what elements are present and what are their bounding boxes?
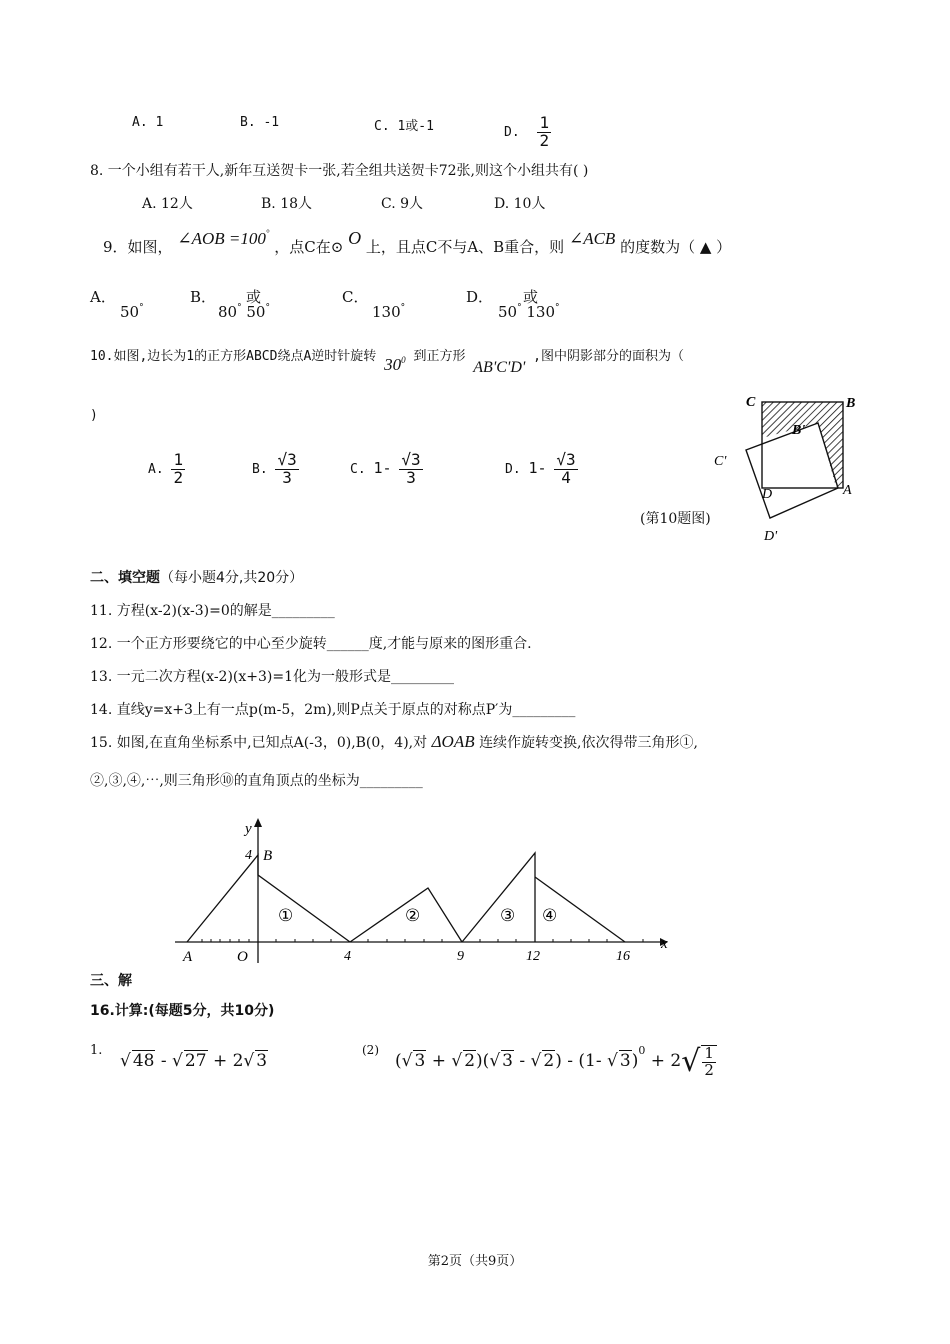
section3-title: 三、解 — [90, 973, 132, 989]
radical-sign: √ — [489, 1051, 501, 1071]
sqrt-27: 27 — [184, 1051, 207, 1071]
q9-option-d — [466, 286, 560, 325]
triangle-1-label: ① — [278, 906, 294, 926]
sqrt-half — [701, 1045, 717, 1079]
x-tick-9: 9 — [457, 949, 464, 964]
q7-option-d — [504, 115, 551, 150]
fraction-denominator: 2 — [173, 467, 184, 487]
section2-title: 二、填空题 — [90, 570, 160, 586]
minus-sign: - — [519, 1051, 526, 1071]
q10-d-fraction — [554, 452, 577, 487]
q15-graph — [165, 815, 675, 970]
plus-sign: + — [431, 1051, 446, 1071]
origin-label: O — [237, 949, 248, 965]
radical-sign: √ — [120, 1051, 131, 1071]
plus-two: + 2 — [212, 1051, 244, 1071]
q10-c-prefix: 1- — [373, 458, 392, 477]
q9-text-2: ，点C在⊙ — [274, 238, 344, 256]
degree-sign: ° — [265, 303, 270, 313]
radical-sign: √ — [530, 1051, 542, 1071]
q15-line1 — [90, 732, 698, 752]
point-b-label: B — [263, 848, 273, 864]
q16-part1-label: 1. — [90, 1043, 103, 1058]
fraction-denominator: 2 — [704, 1060, 714, 1079]
q9-angle-acb: ∠ACB — [568, 229, 616, 248]
minus-paren: ) - (1- — [555, 1051, 602, 1071]
q10-close-paren: ) — [90, 408, 98, 423]
q10-d-label: D. — [505, 461, 521, 477]
q9-text-3: 上，且点C不与A、B重合，则 — [365, 238, 565, 256]
label-d-prime: D' — [764, 529, 778, 544]
q9-option-b — [190, 286, 270, 325]
degree-sign: ° — [237, 303, 242, 313]
label-a: A — [843, 483, 852, 498]
q9-d-val1: 50 — [498, 303, 518, 321]
triangle-2-label: ② — [405, 906, 421, 926]
q16-part2-label: (2) — [362, 1043, 379, 1057]
label-c: C — [746, 395, 756, 410]
paren-close: ) — [631, 1051, 639, 1071]
q10-a-fraction — [171, 452, 185, 487]
triangle-3-path — [462, 853, 535, 942]
q9-d-val2: 130 — [526, 303, 556, 321]
q16-part1-expression — [120, 1050, 268, 1071]
label-b: B — [846, 396, 856, 411]
fraction-denominator: 4 — [561, 467, 571, 487]
degree-sign: ° — [400, 303, 406, 313]
sqrt-3: 3 — [256, 1051, 268, 1071]
sqrt-2: 2 — [464, 1051, 476, 1071]
q10-option-b — [252, 452, 299, 487]
q10-option-d — [505, 452, 578, 487]
degree-sign: ° — [139, 303, 144, 313]
exponent-zero: 0 — [638, 1044, 646, 1057]
q8-stem: 8. 一个小组有若干人,新年互送贺卡一张,若全组共送贺卡72张,则这个小组共有( ) — [90, 163, 589, 179]
q9-b-or: 或 — [246, 288, 262, 306]
radical-sign: √ — [243, 1051, 255, 1071]
q10-b-label: B. — [252, 461, 268, 477]
radical-sign: √ — [401, 1051, 413, 1071]
q10-d-prefix: 1- — [528, 458, 547, 477]
paren-mid: )( — [476, 1051, 490, 1071]
q9-stem — [103, 228, 732, 257]
q9-option-d-label: D． — [466, 288, 494, 306]
q9-option-c — [342, 286, 406, 325]
section2-heading — [90, 567, 303, 587]
plus-two: + 2 — [650, 1051, 682, 1071]
q9-option-b-label: B． — [190, 288, 217, 306]
q16-title: 16.计算:(每题5分，共10分) — [90, 1003, 275, 1019]
section2-note: （每小题4分,共20分） — [160, 570, 304, 586]
label-b-prime: B' — [792, 423, 806, 438]
q9-option-d-value — [498, 303, 560, 321]
q14: 14. 直线y=x+3上有一点p(m-5，2m),则P点关于原点的对称点P′为_________ — [90, 702, 576, 718]
fraction-numerator: √3 — [277, 450, 297, 469]
q16-part2-expression — [395, 1044, 717, 1079]
q9-angle-aob — [177, 229, 269, 248]
q9-text-4: 的度数为（ ▲ ） — [620, 238, 732, 256]
fraction-denominator: 3 — [282, 467, 292, 487]
q7-option-b: B. -1 — [240, 115, 280, 130]
sqrt-3: 3 — [414, 1051, 426, 1071]
sqrt-3: 3 — [619, 1051, 631, 1071]
fraction-numerator: 1 — [704, 1043, 714, 1062]
x-tick-4: 4 — [344, 949, 351, 964]
q9-circle-o: O — [348, 228, 362, 248]
sqrt-2: 2 — [543, 1051, 555, 1071]
fraction-numerator: 1 — [539, 113, 550, 132]
x-label: x — [661, 936, 668, 952]
fraction-denominator: 3 — [406, 467, 416, 487]
radical-sign: √ — [607, 1051, 618, 1071]
q9-b-val1: 80 — [218, 303, 238, 321]
point-a-label: A — [183, 949, 193, 965]
sqrt-3: 3 — [502, 1051, 513, 1071]
q10-text-3: ,图中阴影部分的面积为（ — [533, 349, 684, 364]
degree-sign: ° — [555, 303, 560, 313]
q15-triangle: ΔOAB — [431, 732, 475, 751]
q10-a-label: A. — [148, 461, 164, 477]
q9-d-or: 或 — [523, 288, 539, 306]
q10-text-2: 到正方形 — [413, 349, 466, 364]
q13: 13. 一元二次方程(x-2)(x+3)=1化为一般形式是_________ — [90, 669, 455, 685]
q10-c-label: C. — [350, 461, 366, 477]
q10-angle-sup: 0 — [401, 355, 406, 365]
q9-text-1: 9．如图， — [103, 238, 173, 256]
q8-option-d: D. 10人 — [494, 196, 546, 212]
q11: 11. 方程(x-2)(x-3)=0的解是_________ — [90, 603, 335, 619]
q9-option-a — [90, 286, 144, 325]
page-footer: 第2页（共9页） — [427, 1254, 523, 1269]
q9-option-a-label: A． — [90, 288, 116, 306]
q10-figure — [700, 390, 880, 550]
q15-text-2: 连续作旋转变换,依次得带三角形①, — [479, 735, 698, 751]
radical-sign: √ — [172, 1051, 183, 1071]
q10-option-c — [350, 452, 423, 487]
q7-option-c: C. 1或-1 — [374, 119, 434, 134]
q9-option-a-value — [120, 303, 144, 321]
q9-b-val2: 50 — [246, 303, 266, 321]
q9-c-val: 130 — [372, 303, 401, 321]
q9-option-c-label: C． — [342, 288, 369, 306]
q10-text-1: 10.如图,边长为1的正方形ABCD绕点A逆时针旋转 — [90, 349, 377, 364]
triangle-1-path — [187, 855, 350, 942]
paren-open: ( — [395, 1051, 402, 1071]
degree-sign: ° — [517, 303, 522, 313]
label-c-prime: C' — [714, 454, 727, 469]
y-label: y — [245, 821, 252, 837]
q10-option-a — [148, 452, 185, 487]
q8-option-b: B. 18人 — [261, 196, 313, 212]
fraction-denominator: 2 — [539, 130, 550, 150]
q10-b-fraction — [275, 452, 298, 487]
q10-c-fraction — [399, 452, 422, 487]
q7-option-a: A. 1 — [132, 115, 164, 130]
y-tick-4: 4 — [245, 848, 252, 863]
x-tick-16: 16 — [616, 949, 630, 964]
q10-stem — [90, 345, 684, 376]
sqrt-48: 48 — [132, 1051, 155, 1071]
q9-angle-aob-text: ∠AOB =100 — [177, 229, 266, 248]
minus-sign: - — [160, 1051, 167, 1071]
q10-square-name: AB'C'D' — [473, 359, 526, 376]
fraction-numerator: 1 — [173, 450, 184, 469]
q10-caption: (第10题图) — [640, 511, 711, 527]
q9-a-val: 50 — [120, 303, 140, 321]
shaded-region — [762, 402, 843, 488]
q15-text-1: 15. 如图,在直角坐标系中,已知点A(-3，0),B(0，4),对 — [90, 735, 428, 751]
radical-sign: √ — [681, 1044, 701, 1079]
q10-angle-value: 30 — [384, 355, 402, 374]
fraction-numerator: √3 — [556, 450, 576, 469]
q15-line2: ②,③,④,⋯,则三角形⑩的直角顶点的坐标为_________ — [90, 773, 423, 789]
y-axis-arrow — [254, 818, 262, 827]
triangle-3-label: ③ — [500, 906, 516, 926]
q9-option-b-value — [218, 303, 270, 321]
label-d: D — [762, 487, 773, 502]
radical-sign: √ — [451, 1051, 463, 1071]
x-tick-12: 12 — [526, 949, 540, 964]
degree-sign: ° — [265, 228, 270, 238]
q7-option-d-fraction — [537, 115, 551, 150]
q12: 12. 一个正方形要绕它的中心至少旋转______度,才能与原来的图形重合. — [90, 636, 532, 652]
q10-angle — [384, 355, 406, 374]
fraction-numerator: √3 — [401, 450, 421, 469]
q8-option-a: A. 12人 — [142, 196, 193, 212]
q8-option-c: C. 9人 — [381, 196, 424, 212]
triangle-4-label: ④ — [542, 906, 558, 926]
q7-option-d-label: D. — [504, 124, 520, 140]
q9-option-c-value — [372, 303, 405, 321]
